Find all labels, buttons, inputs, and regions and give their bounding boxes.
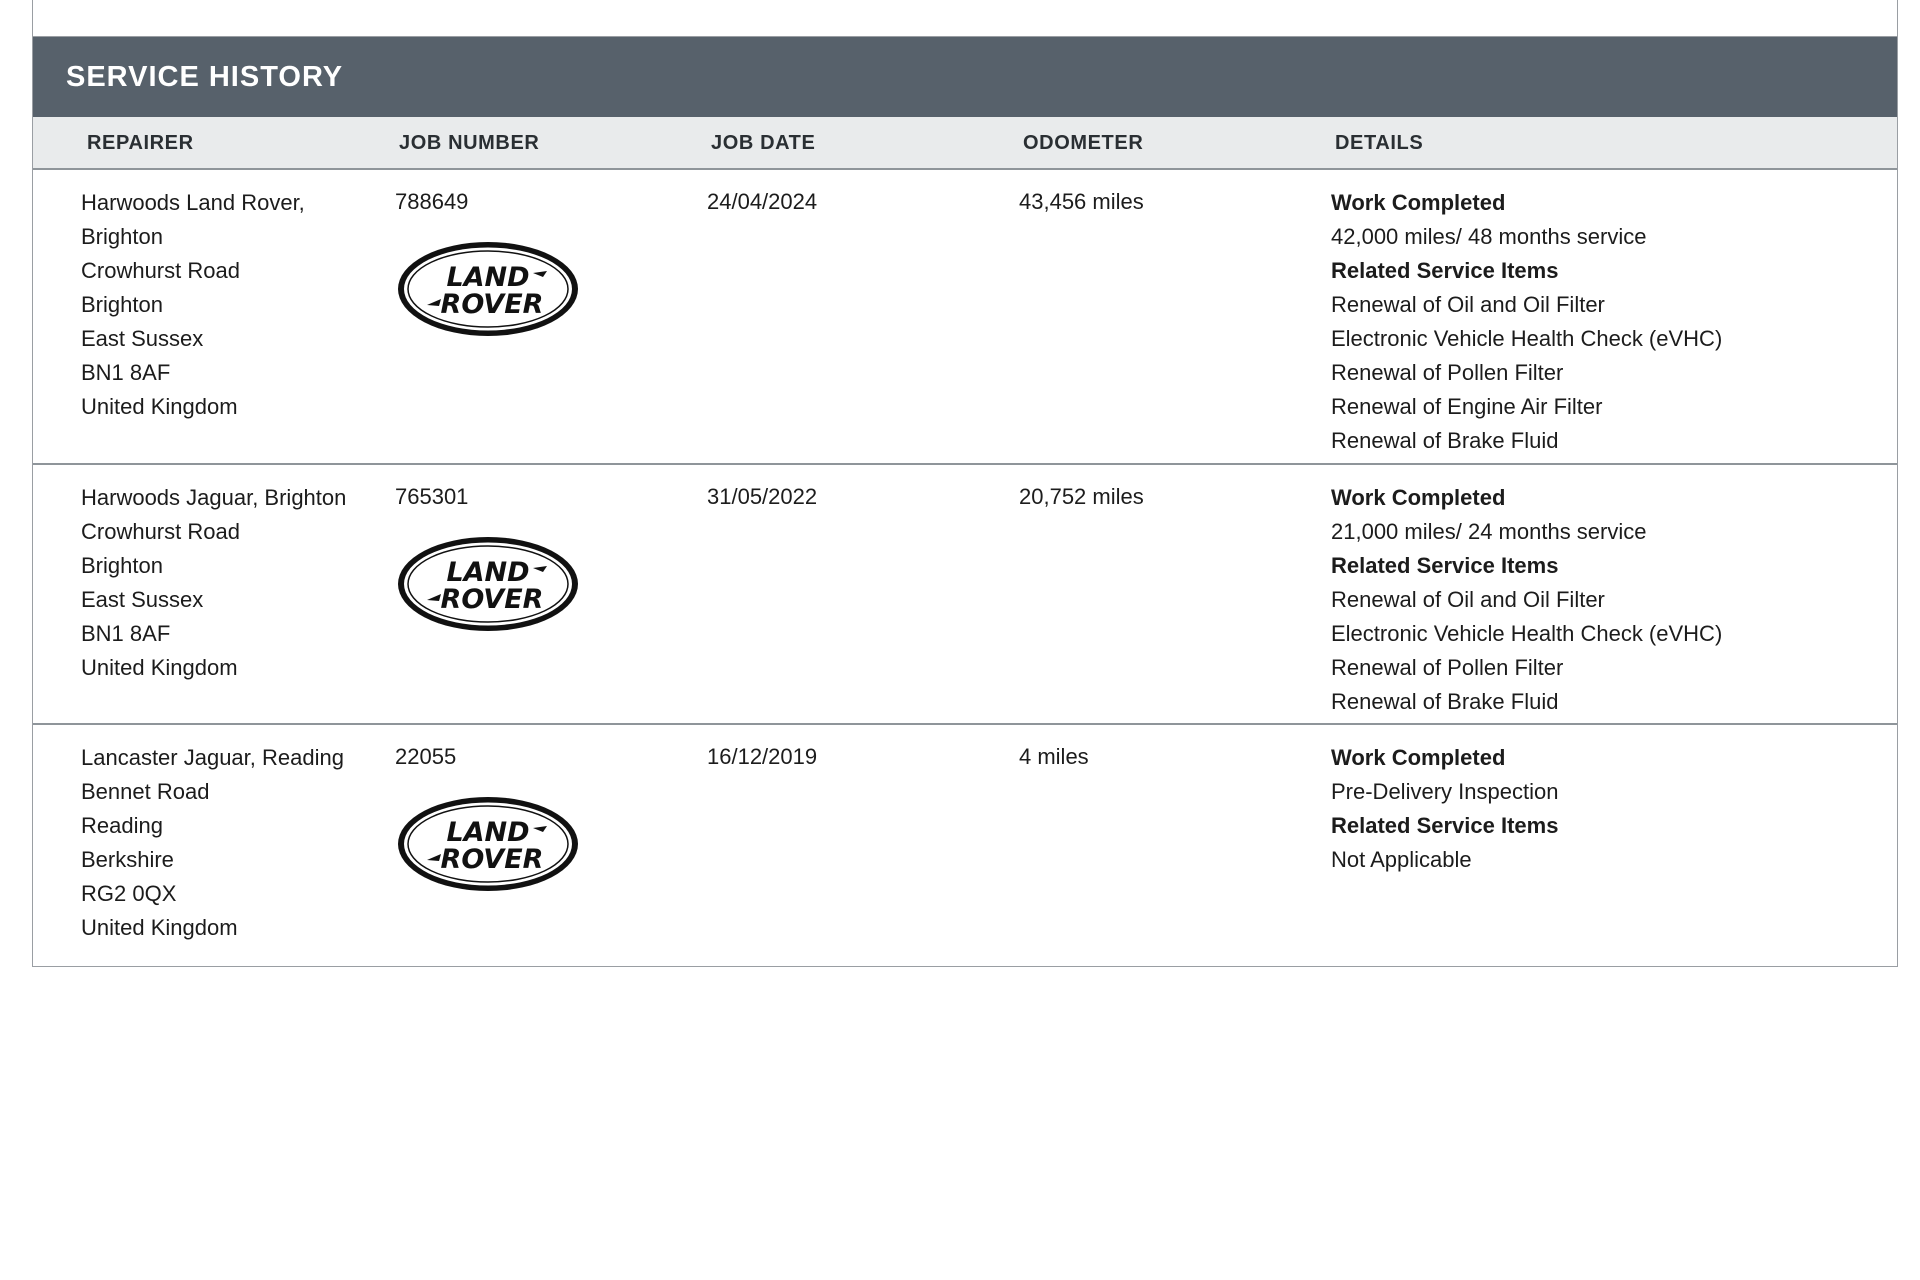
column-header-odometer: ODOMETER: [1023, 132, 1144, 154]
address-line: BN1 8AF: [81, 360, 171, 385]
details-item: Renewal of Oil and Oil Filter: [1331, 587, 1605, 612]
address-line: Brighton: [81, 553, 163, 578]
details-item: Electronic Vehicle Health Check (eVHC): [1331, 326, 1723, 351]
section-title: SERVICE HISTORY: [66, 60, 344, 93]
job-date-cell: [707, 480, 817, 514]
job-date-cell: [707, 740, 817, 774]
repairer-address: [81, 186, 305, 424]
column-header-job-number: JOB NUMBER: [399, 132, 540, 154]
address-line: Brighton: [81, 224, 163, 249]
details-cell: [1331, 186, 1722, 458]
details-item: Renewal of Brake Fluid: [1331, 428, 1559, 453]
odometer-cell: [1019, 185, 1144, 219]
address-line: Harwoods Jaguar, Brighton: [81, 485, 347, 510]
logo-text-rover: ROVER: [440, 584, 544, 615]
address-line: Crowhurst Road: [81, 258, 240, 283]
details-item: Renewal of Brake Fluid: [1331, 689, 1559, 714]
land-rover-logo-icon: [395, 239, 581, 339]
odometer: 20,752 miles: [1019, 484, 1144, 509]
details-heading: Related Service Items: [1331, 813, 1559, 838]
logo-text-land: LAND: [446, 557, 530, 588]
odometer-cell: [1019, 480, 1144, 514]
address-line: RG2 0QX: [81, 881, 177, 906]
details-cell: [1331, 741, 1558, 877]
details-item: Renewal of Pollen Filter: [1331, 655, 1564, 680]
column-header-repairer: REPAIRER: [87, 132, 194, 154]
job-number-cell: [395, 740, 581, 894]
odometer: 43,456 miles: [1019, 189, 1144, 214]
service-history-card: [32, 36, 1898, 967]
job-date-cell: [707, 185, 817, 219]
table-header: [33, 117, 1897, 170]
job-number-cell: [395, 480, 581, 634]
address-line: Crowhurst Road: [81, 519, 240, 544]
details-item: 21,000 miles/ 24 months service: [1331, 519, 1647, 544]
section-header: [33, 37, 1897, 117]
repairer-address: [81, 481, 346, 685]
details-item: Renewal of Pollen Filter: [1331, 360, 1564, 385]
address-line: United Kingdom: [81, 655, 238, 680]
job-number: 22055: [395, 744, 457, 769]
address-line: United Kingdom: [81, 394, 238, 419]
details-item: Pre-Delivery Inspection: [1331, 779, 1559, 804]
address-line: East Sussex: [81, 326, 204, 351]
address-line: East Sussex: [81, 587, 204, 612]
odometer: 4 miles: [1019, 744, 1089, 769]
details-item: Renewal of Oil and Oil Filter: [1331, 292, 1605, 317]
address-line: Harwoods Land Rover,: [81, 190, 305, 215]
details-heading: Related Service Items: [1331, 553, 1559, 578]
job-date: 24/04/2024: [707, 189, 818, 214]
job-date: 31/05/2022: [707, 484, 818, 509]
repairer-address: [81, 741, 344, 945]
details-item: 42,000 miles/ 48 months service: [1331, 224, 1647, 249]
table-row: [33, 725, 1897, 965]
job-number: 765301: [395, 484, 469, 509]
details-item: Not Applicable: [1331, 847, 1472, 872]
land-rover-logo-icon: [395, 794, 581, 894]
details-item: Renewal of Engine Air Filter: [1331, 394, 1603, 419]
column-header-details: DETAILS: [1335, 132, 1424, 154]
address-line: BN1 8AF: [81, 621, 171, 646]
details-heading: Work Completed: [1331, 745, 1506, 770]
logo-text-land: LAND: [446, 817, 530, 848]
details-heading: Work Completed: [1331, 190, 1506, 215]
details-heading: Work Completed: [1331, 485, 1506, 510]
job-date: 16/12/2019: [707, 744, 818, 769]
details-item: Electronic Vehicle Health Check (eVHC): [1331, 621, 1723, 646]
details-heading: Related Service Items: [1331, 258, 1559, 283]
table-row: [33, 170, 1897, 465]
column-header-job-date: JOB DATE: [711, 132, 816, 154]
job-number: 788649: [395, 189, 469, 214]
table-row: [33, 465, 1897, 725]
previous-section-frame: [32, 0, 1898, 36]
odometer-cell: [1019, 740, 1089, 774]
job-number-cell: [395, 185, 581, 339]
logo-text-rover: ROVER: [440, 844, 544, 875]
logo-text-rover: ROVER: [440, 289, 544, 320]
address-line: Reading: [81, 813, 163, 838]
table-body: [33, 170, 1897, 965]
details-cell: [1331, 481, 1722, 719]
address-line: Lancaster Jaguar, Reading: [81, 745, 344, 770]
address-line: Bennet Road: [81, 779, 210, 804]
address-line: Brighton: [81, 292, 163, 317]
address-line: Berkshire: [81, 847, 174, 872]
address-line: United Kingdom: [81, 915, 238, 940]
land-rover-logo-icon: [395, 534, 581, 634]
logo-text-land: LAND: [446, 262, 530, 293]
